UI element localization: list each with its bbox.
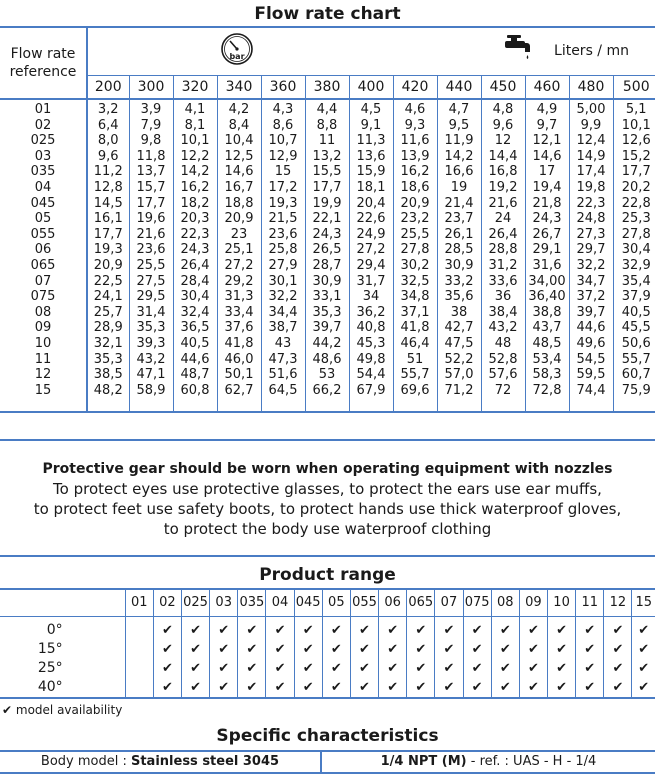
body-model-label: Body model : — [40, 754, 131, 769]
range-header-12: 12 — [604, 589, 632, 616]
availability-06: ✔ ✔ ✔ ✔ — [379, 616, 407, 698]
availability-065: ✔ ✔ ✔ ✔ — [407, 616, 435, 698]
ref-header-line1: Flow rate — [10, 46, 76, 62]
notice-line-2: to protect feet use safety boots, to protect hands use thick waterproof gloves, — [33, 500, 622, 518]
range-header-055: 055 — [350, 589, 378, 616]
footnote-text: model availability — [15, 703, 123, 717]
flow-column-380: 4,4 8,8 11 13,2 15,5 17,7 19,9 22,1 24,3 26,5 28,7 30,9 33,1 35,3 39,7 44,2 48,6 53 66,2 — [305, 99, 349, 412]
availability-025: ✔ ✔ ✔ ✔ — [181, 616, 209, 698]
flow-column-320: 4,1 8,1 10,1 12,2 14,2 16,2 18,2 20,3 22,3 24,3 26,4 28,4 30,4 32,4 36,5 40,5 44,6 48,7 60,8 — [173, 99, 217, 412]
flow-column-460: 4,9 9,7 12,1 14,6 17 19,4 21,8 24,3 26,7 29,1 31,6 34,00 36,40 38,8 43,7 48,5 53,4 58,3 72,8 — [525, 99, 569, 412]
availability-035: ✔ ✔ ✔ ✔ — [238, 616, 266, 698]
flow-column-500: 5,1 10,1 12,6 15,2 17,7 20,2 22,8 25,3 27,8 30,4 32,9 35,4 37,9 40,5 45,5 50,6 55,7 60,7 75,9 — [613, 99, 655, 412]
availability-05: ✔ ✔ ✔ ✔ — [322, 616, 350, 698]
range-header-05: 05 — [322, 589, 350, 616]
range-header-09: 09 — [519, 589, 547, 616]
pressure-header-500: 500 — [613, 75, 655, 99]
ref-header-line2: reference — [9, 64, 77, 80]
availability-04: ✔ ✔ ✔ ✔ — [266, 616, 294, 698]
units-label: Liters / mn — [554, 43, 629, 60]
specs-row — [0, 750, 655, 774]
angle-column: 0° 15° 25° 40° — [0, 616, 125, 698]
product-range-title: Product range — [259, 565, 396, 585]
pressure-unit-label: bar — [229, 52, 245, 62]
pressure-header-360: 360 — [261, 75, 305, 99]
notice-line-1: To protect eyes use protective glasses, to protect the ears use ear muffs, — [53, 480, 602, 498]
units-header — [87, 27, 655, 75]
pressure-header-200: 200 — [87, 75, 129, 99]
flow-column-440: 4,7 9,5 11,9 14,2 16,6 19 21,4 23,7 26,1 28,5 30,9 33,2 35,6 38 42,7 47,5 52,2 57,0 71,2 — [437, 99, 481, 412]
range-header-03: 03 — [210, 589, 238, 616]
pressure-header-420: 420 — [393, 75, 437, 99]
range-header-075: 075 — [463, 589, 491, 616]
body-model-cell — [0, 752, 322, 772]
range-header-025: 025 — [181, 589, 209, 616]
pressure-header-300: 300 — [129, 75, 173, 99]
flow-chart-title: Flow rate chart — [254, 4, 401, 24]
ref-header — [0, 27, 87, 99]
pressure-header-380: 380 — [305, 75, 349, 99]
pressure-header-440: 440 — [437, 75, 481, 99]
pressure-header-400: 400 — [349, 75, 393, 99]
flow-column-450: 4,8 9,6 12 14,4 16,8 19,2 21,6 24 26,4 28,8 31,2 33,6 36 38,4 43,2 48 52,8 57,6 72 — [481, 99, 525, 412]
availability-03: ✔ ✔ ✔ ✔ — [210, 616, 238, 698]
availability-045: ✔ ✔ ✔ ✔ — [294, 616, 322, 698]
range-header-15: 15 — [632, 589, 655, 616]
flow-column-400: 4,5 9,1 11,3 13,6 15,9 18,1 20,4 22,6 24,9 27,2 29,4 31,7 34 36,2 40,8 45,3 49,8 54,4 67,9 — [349, 99, 393, 412]
thread-value: 1/4 NPT (M) — [380, 754, 467, 769]
availability-075: ✔ ✔ ✔ ✔ — [463, 616, 491, 698]
pressure-header-320: 320 — [173, 75, 217, 99]
range-header-10: 10 — [548, 589, 576, 616]
pressure-header-450: 450 — [481, 75, 525, 99]
availability-09: ✔ ✔ ✔ ✔ — [519, 616, 547, 698]
pressure-header-480: 480 — [569, 75, 613, 99]
flow-rate-table — [0, 26, 655, 413]
product-range-table — [0, 588, 655, 699]
availability-11: ✔ ✔ ✔ ✔ — [576, 616, 604, 698]
range-corner — [0, 589, 125, 616]
flow-column-420: 4,6 9,3 11,6 13,9 16,2 18,6 20,9 23,2 25,5 27,8 30,2 32,5 34,8 37,1 41,8 46,4 51 55,7 69,6 — [393, 99, 437, 412]
availability-08: ✔ ✔ ✔ ✔ — [491, 616, 519, 698]
notice-heading: Protective gear should be worn when operating equipment with nozzles — [42, 461, 613, 477]
specs-title: Specific characteristics — [216, 726, 439, 746]
availability-12: ✔ ✔ ✔ ✔ — [604, 616, 632, 698]
body-model-value: Stainless steel 3045 — [130, 754, 280, 769]
range-header-06: 06 — [379, 589, 407, 616]
checkmark-icon: ✔ — [2, 703, 13, 717]
flow-column-480: 5,00 9,9 12,4 14,9 17,4 19,8 22,3 24,8 27,3 29,7 32,2 34,7 37,2 39,7 44,6 49,6 54,5 59,5 74,4 — [569, 99, 613, 412]
range-header-11: 11 — [576, 589, 604, 616]
availability-footnote — [2, 703, 122, 717]
pressure-header-460: 460 — [525, 75, 569, 99]
reference-column: 01 02 025 03 035 04 045 05 055 06 065 07 075 08 09 10 11 12 15 — [0, 99, 87, 412]
availability-15: ✔ ✔ ✔ ✔ — [632, 616, 655, 698]
thread-cell — [322, 752, 655, 772]
pressure-header-340: 340 — [217, 75, 261, 99]
availability-01 — [125, 616, 153, 698]
flow-column-300: 3,9 7,9 9,8 11,8 13,7 15,7 17,7 19,6 21,6 23,6 25,5 27,5 29,5 31,4 35,3 39,3 43,2 47,1 58,9 — [129, 99, 173, 412]
range-header-07: 07 — [435, 589, 463, 616]
range-header-035: 035 — [238, 589, 266, 616]
availability-055: ✔ ✔ ✔ ✔ — [350, 616, 378, 698]
safety-notice — [0, 439, 655, 557]
range-header-065: 065 — [407, 589, 435, 616]
pressure-gauge-icon — [220, 32, 254, 70]
range-header-04: 04 — [266, 589, 294, 616]
range-header-08: 08 — [491, 589, 519, 616]
range-header-01: 01 — [125, 589, 153, 616]
availability-02: ✔ ✔ ✔ ✔ — [153, 616, 181, 698]
availability-10: ✔ ✔ ✔ ✔ — [548, 616, 576, 698]
range-header-045: 045 — [294, 589, 322, 616]
tap-icon — [502, 35, 532, 67]
reference-text: - ref. : UAS - H - 1/4 — [466, 754, 597, 769]
notice-line-3: to protect the body use waterproof clothing — [163, 520, 492, 538]
flow-column-360: 4,3 8,6 10,7 12,9 15 17,2 19,3 21,5 23,6 25,8 27,9 30,1 32,2 34,4 38,7 43 47,3 51,6 64,5 — [261, 99, 305, 412]
range-header-02: 02 — [153, 589, 181, 616]
availability-07: ✔ ✔ ✔ ✔ — [435, 616, 463, 698]
flow-column-200: 3,2 6,4 8,0 9,6 11,2 12,8 14,5 16,1 17,7 19,3 20,9 22,5 24,1 25,7 28,9 32,1 35,3 38,5 48,2 — [87, 99, 129, 412]
flow-column-340: 4,2 8,4 10,4 12,5 14,6 16,7 18,8 20,9 23 25,1 27,2 29,2 31,3 33,4 37,6 41,8 46,0 50,1 62,7 — [217, 99, 261, 412]
